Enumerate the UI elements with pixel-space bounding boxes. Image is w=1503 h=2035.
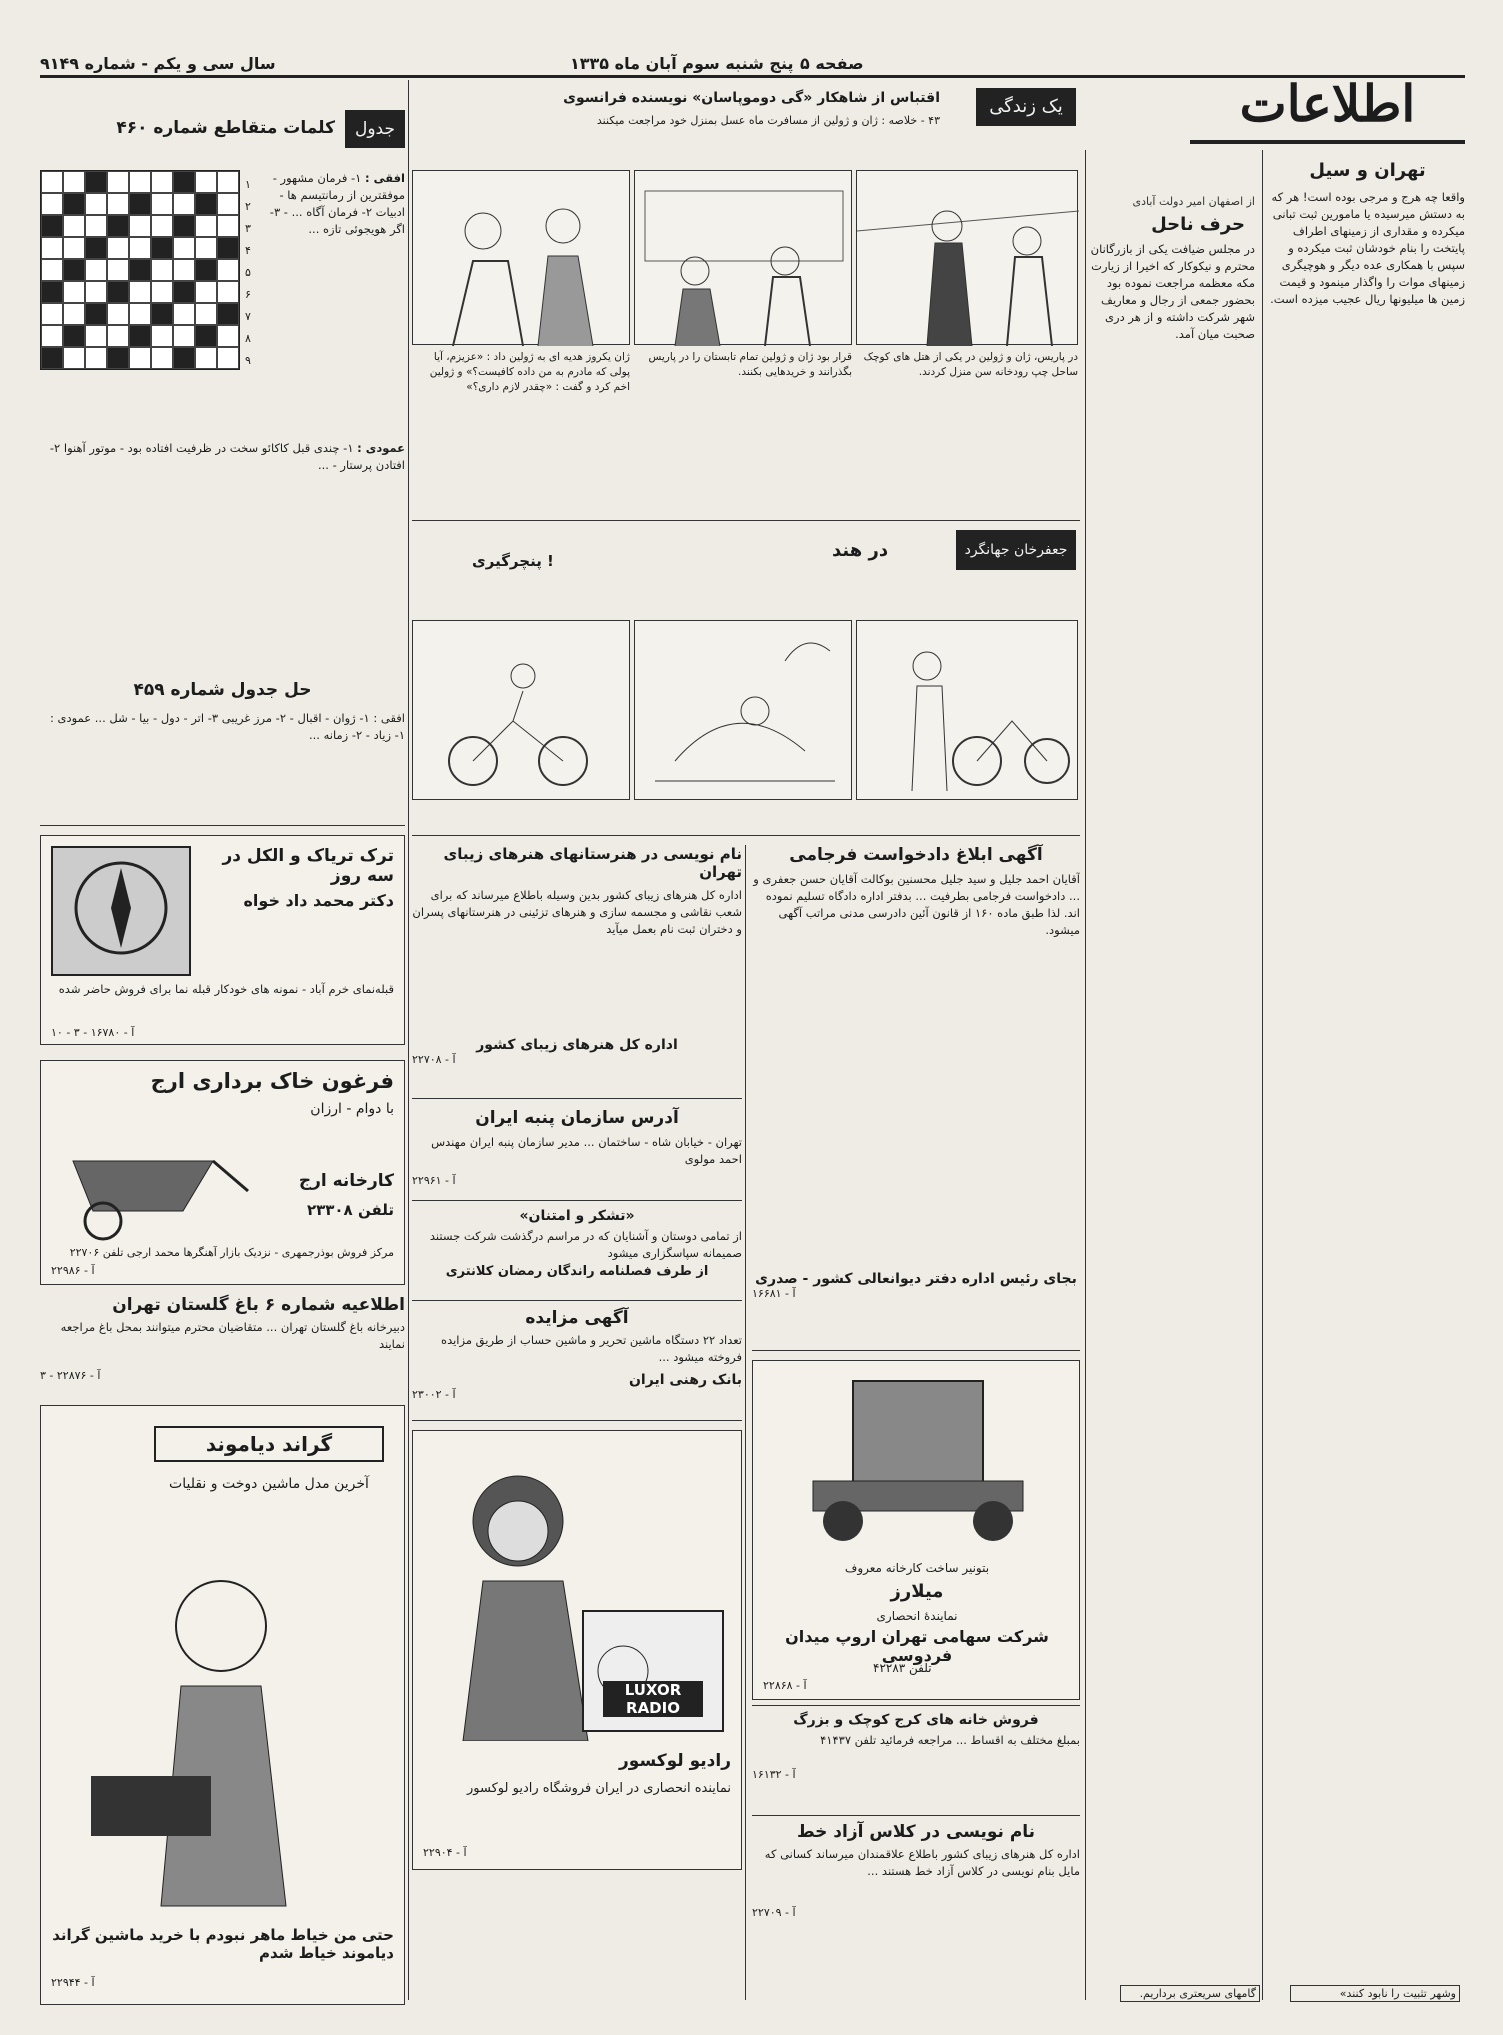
- notice-body: اداره کل هنرهای زیبای کشور بدین وسیله باطلاع میرساند که برای شعب نقاشی و مجسمه سازی و هنرهای تزئینی در هنرستانهای پسران و دختران ثبت نام بعمل میآید: [412, 888, 742, 936]
- ad-golestan-notice: [40, 1295, 405, 1395]
- ad-factory: کارخانه ارج: [298, 1171, 394, 1191]
- crossword-clues-horizontal: افقی : ۱- فرمان مشهور - موفقترین از رمانتیسم ها - ادبیات ۲- فرمان آگاه ... - ۳- اگر هویجوئی تازه ...: [269, 171, 405, 236]
- comic-panel-5: [634, 620, 852, 800]
- notice-title: آگهی مزایده: [525, 1308, 629, 1328]
- column-rule: [745, 845, 746, 2000]
- notice-code: آ - ۱۶۶۸۱: [752, 1287, 796, 1300]
- ad-subtitle: با دوام - ارزان: [310, 1101, 394, 1117]
- page-number: صفحه ۵: [800, 54, 864, 73]
- solution-text: افقی : ۱- ژوان - اقبال - ۲- مرز غریبی ۳- اتر - دول - بیا - شل ... عمودی : ۱- زیاد - ۲- زمانه ...: [50, 711, 405, 742]
- section-rule: [412, 1098, 742, 1099]
- ad-title: رادیو لوکسور: [619, 1751, 731, 1771]
- masthead-title: اطلاعات: [1239, 74, 1416, 133]
- section-rule: [752, 1815, 1080, 1816]
- article-body-text: [1270, 314, 1465, 2014]
- ad-arj-wheelbarrow: [40, 1060, 405, 1285]
- ad-title: گراند دیاموند: [154, 1426, 384, 1462]
- ad-phone: تلفن ۲۳۳۰۸: [306, 1201, 394, 1219]
- comic-panel-6: [856, 620, 1078, 800]
- ad-phone: تلفن ۴۲۲۸۳: [873, 1661, 932, 1675]
- notice-body: آقایان احمد جلیل و سید جلیل محسنین بوکالت آقایان حسن جعفری و ... دادخواست فرجامی بطرفیت ... بدفتر اداره دادگاه تسلیم نموده اند. لذا طبق ماده ۱۶۰ از قانون آئین دادرسی مدنی مراتب آگهی میشود.: [753, 872, 1080, 937]
- notice-body: از تمامی دوستان و آشنایان که در مراسم درگذشت شرکت جستند صمیمانه سپاسگزاری میشود: [429, 1229, 742, 1260]
- ad-addiction-treatment: [40, 835, 405, 1045]
- section-rule: [412, 1200, 742, 1201]
- article-lead: واقعا چه هرج و مرجی بوده است! هر که به دستش میرسیده یا مامورین ثبت تبانی میکرده و مقداری از زمینهای اطراف پایتخت را بنام خودشان ثبت میکرده و سپس با همکاری عده دیگر و هوچیگری زمینهای موات را واگذار مینمود و قیمت زمین ها میلیونها ریال عجیب میزده است.: [1270, 190, 1465, 306]
- ad-title: فرغون خاک برداری ارج: [150, 1069, 394, 1093]
- notice-body: تهران - خیابان شاه - ساختمان ... مدیر سازمان پنبه ایران مهندس احمد مولوی: [431, 1135, 742, 1166]
- comic-banner: جعفرخان جهانگرد: [956, 530, 1076, 570]
- art-school-notice: [412, 845, 742, 1095]
- free-class-notice: [752, 1822, 1080, 1932]
- byline: از اصفهان امیر دولت آبادی: [1132, 195, 1255, 208]
- notice-title: نام نویسی در هنرستانهای هنرهای زیبای تهران: [443, 845, 742, 881]
- comic-banner: یک زندگی: [976, 88, 1076, 126]
- column-title: حرف ناحل: [1151, 214, 1245, 235]
- notice-body: بمبلغ مختلف به اقساط ... مراجعه فرمائید تلفن ۴۱۴۳۷: [820, 1733, 1080, 1747]
- section-rule: [40, 825, 405, 826]
- notice-title: نام نویسی در کلاس آزاد خط: [796, 1822, 1036, 1842]
- summons-notice: [752, 845, 1080, 1345]
- thanks-notice: [412, 1208, 742, 1298]
- footer-caption: گامهای سریعتری برداریم.: [1120, 1985, 1260, 2002]
- column-rule: [1085, 150, 1086, 2000]
- ad-millars-mixer: [752, 1360, 1080, 1700]
- column-lead: در مجلس ضیافت یکی از بازرگانان محترم و نیکوکار که اخیرا از زیارت مکه معظمه مراجعت نموده بود بحضور جمعی از رجال و معاریف شهر شرکت داشته و از هر دری صحبت میان آمد.: [1090, 242, 1255, 341]
- ad-caption: بتونیر ساخت کارخانه معروف: [844, 1561, 990, 1575]
- ad-body: قبله‌نمای خرم آباد - نمونه های خودکار قبله نما برای فروش حاضر شده: [58, 982, 394, 996]
- cotton-org-notice: [412, 1108, 742, 1198]
- notice-code: آ - ۱۶۱۳۲: [752, 1768, 796, 1781]
- ad-grand-diamond: [40, 1405, 405, 2005]
- ad-code: آ - ۱۶۷۸۰ - ۳ - ۱۰: [51, 1026, 135, 1039]
- bicycle-illustration: [635, 621, 853, 801]
- bicycle-illustration: [857, 621, 1079, 801]
- comic-caption-2: قرار بود ژان و ژولین تمام تابستان را در پاریس بگذرانند و خریدهایی بکنند.: [648, 351, 852, 378]
- comic-summary: ۴۳ - خلاصه : ژان و ژولین از مسافرت ماه عسل بمنزل خود مراجعت میکنند: [596, 114, 940, 127]
- issue-number: سال سی و یکم - شماره ۹۱۴۹: [40, 54, 276, 73]
- issue-date: پنج شنبه سوم آبان ماه ۱۳۳۵: [570, 54, 794, 73]
- ad-code: آ - ۲۲۹۰۴: [423, 1846, 467, 1859]
- solution-title: حل جدول شماره ۴۵۹: [133, 680, 312, 700]
- comic-caption-3: ژان یکروز هدیه ای به ژولین داد : «عزیزم، آیا پولی که مادرم به من داده کافیست؟» و ژولین اخم کرد و گفت : «چقدر لازم داری؟»: [429, 351, 630, 393]
- crossword-tag: جدول: [345, 110, 405, 148]
- ad-title: اطلاعیه شماره ۶ باغ گلستان تهران: [112, 1295, 405, 1315]
- crossword: [40, 110, 405, 820]
- ad-rep-label: نمایندۀ انحصاری: [876, 1609, 958, 1623]
- jafar-comic: [412, 530, 1080, 810]
- column-body-text: [1090, 349, 1255, 1949]
- notice-signature: از طرف فصلنامه راندگان رمضان کلانتری: [445, 1264, 709, 1279]
- ad-company: شرکت سهامی تهران اروپ میدان فردوسی: [785, 1627, 1049, 1665]
- ad-code: آ - ۲۲۹۸۶: [51, 1264, 95, 1277]
- notice-code: آ - ۲۲۷۰۹: [752, 1906, 796, 1919]
- tehran-flood-article: [1270, 160, 1465, 2000]
- ad-code: آ - ۲۲۸۷۶ - ۳: [40, 1369, 101, 1382]
- section-rule: [752, 1350, 1080, 1351]
- footer-caption-2: وشهر تثبیت را نابود کنند»: [1290, 1985, 1460, 2002]
- crossword-clues-vertical: عمودی : ۱- چندی قبل کاکائو سخت در ظرفیت افتاده بود - موتور آهنوا ۲- افتادن پرستار - ...: [49, 441, 405, 472]
- notice-title: فروش خانه های کرج کوچک و بزرگ: [793, 1712, 1039, 1728]
- notice-title: «تشکر و امتنان»: [519, 1208, 635, 1224]
- masthead: [1190, 64, 1465, 144]
- article-title: تهران و سیل: [1309, 160, 1426, 181]
- auction-notice: [412, 1308, 742, 1418]
- house-sale-notice: [752, 1712, 1080, 1812]
- crossword-title: کلمات متقاطع شماره ۴۶۰: [116, 118, 335, 138]
- ad-brand: میلارز: [890, 1581, 944, 1602]
- wheelbarrow-icon: [53, 1131, 253, 1241]
- notice-code: آ - ۲۳۰۰۲: [412, 1388, 456, 1401]
- comic-panel-2: [634, 170, 852, 345]
- notice-signature: بانک رهنی ایران: [628, 1372, 742, 1388]
- comic-panel-4: [412, 620, 630, 800]
- ad-code: آ - ۲۲۸۶۸: [763, 1679, 807, 1692]
- comic-panel-1: [412, 170, 630, 345]
- bicycle-illustration: [413, 621, 631, 801]
- ad-title: ترک تریاک و الکل در سه روز: [222, 846, 394, 886]
- life-comic: [412, 82, 1080, 392]
- notice-signature: اداره کل هنرهای زیبای کشور: [476, 1037, 678, 1053]
- ad-luxor-radio: [412, 1430, 742, 1870]
- sewing-illustration: [71, 1556, 371, 1916]
- comic-illustration: [635, 171, 853, 346]
- section-rule: [412, 520, 1080, 521]
- comic-title: اقتباس از شاهکار «گی دوموپاسان» نویسنده فرانسوی: [563, 90, 940, 106]
- ad-body: دبیرخانه باغ گلستان تهران ... متقاضیان محترم میتوانند بمحل باغ مراجعه نمایند: [60, 1320, 405, 1351]
- ad-code: آ - ۲۲۹۴۴: [51, 1976, 95, 1989]
- compass-icon: [51, 846, 191, 976]
- comic-title: در هند: [832, 540, 889, 561]
- notice-signature: بجای رئیس اداره دفتر دیوانعالی کشور - صدری: [755, 1271, 1077, 1287]
- comic-illustration: [413, 171, 631, 346]
- notice-title: آگهی ابلاغ دادخواست فرجامی: [789, 845, 1043, 865]
- notice-code: آ - ۲۲۹۶۱: [412, 1174, 456, 1187]
- comic-subtitle: پنچرگیری !: [472, 552, 554, 570]
- column-rule: [408, 80, 409, 2000]
- notice-body: اداره کل هنرهای زیبای کشور باطلاع علاقمندان میرساند کسانی که مایل بنام نویسی در کلاس آزاد خط هستند ...: [764, 1847, 1080, 1878]
- concrete-mixer-illustration: [773, 1371, 1063, 1551]
- column-rule: [1262, 150, 1263, 2000]
- ad-rep: نماینده انحصاری در ایران فروشگاه رادیو لوکسور: [467, 1781, 731, 1796]
- ad-body: حتی من خیاط ماهر نبودم با خرید ماشین گراند دیاموند خیاط شدم: [52, 1926, 394, 1962]
- ad-subtitle: آخرین مدل ماشین دوخت و نقلیات: [169, 1476, 369, 1492]
- words-column: [1090, 195, 1255, 2000]
- crossword-grid[interactable]: [40, 170, 240, 370]
- section-rule: [412, 835, 1080, 836]
- notice-body: تعداد ۲۲ دستگاه ماشین تحریر و ماشین حساب از طریق مزایده فروخته میشود ...: [441, 1333, 742, 1364]
- section-rule: [752, 1705, 1080, 1706]
- comic-caption-1: در پاریس، ژان و ژولین در یکی از هتل های کوچک ساحل چپ رودخانه سن منزل کردند.: [863, 351, 1078, 378]
- section-rule: [412, 1420, 742, 1421]
- comic-illustration: [857, 171, 1079, 346]
- comic-panel-3: [856, 170, 1078, 345]
- ad-note: مرکز فروش بوذرجمهری - نزدیک بازار آهنگرها محمد ارجی تلفن ۲۲۷۰۶: [69, 1246, 394, 1259]
- notice-code: آ - ۲۲۷۰۸: [412, 1053, 456, 1066]
- row-numbers: ۱ ۲ ۳ ۴ ۵ ۶ ۷ ۸ ۹: [245, 178, 251, 367]
- ad-doctor: دکتر محمد داد خواه: [243, 891, 394, 910]
- brand-logo: LUXOR RADIO: [603, 1681, 703, 1717]
- section-rule: [412, 1300, 742, 1301]
- notice-title: آدرس سازمان پنبه ایران: [475, 1108, 679, 1128]
